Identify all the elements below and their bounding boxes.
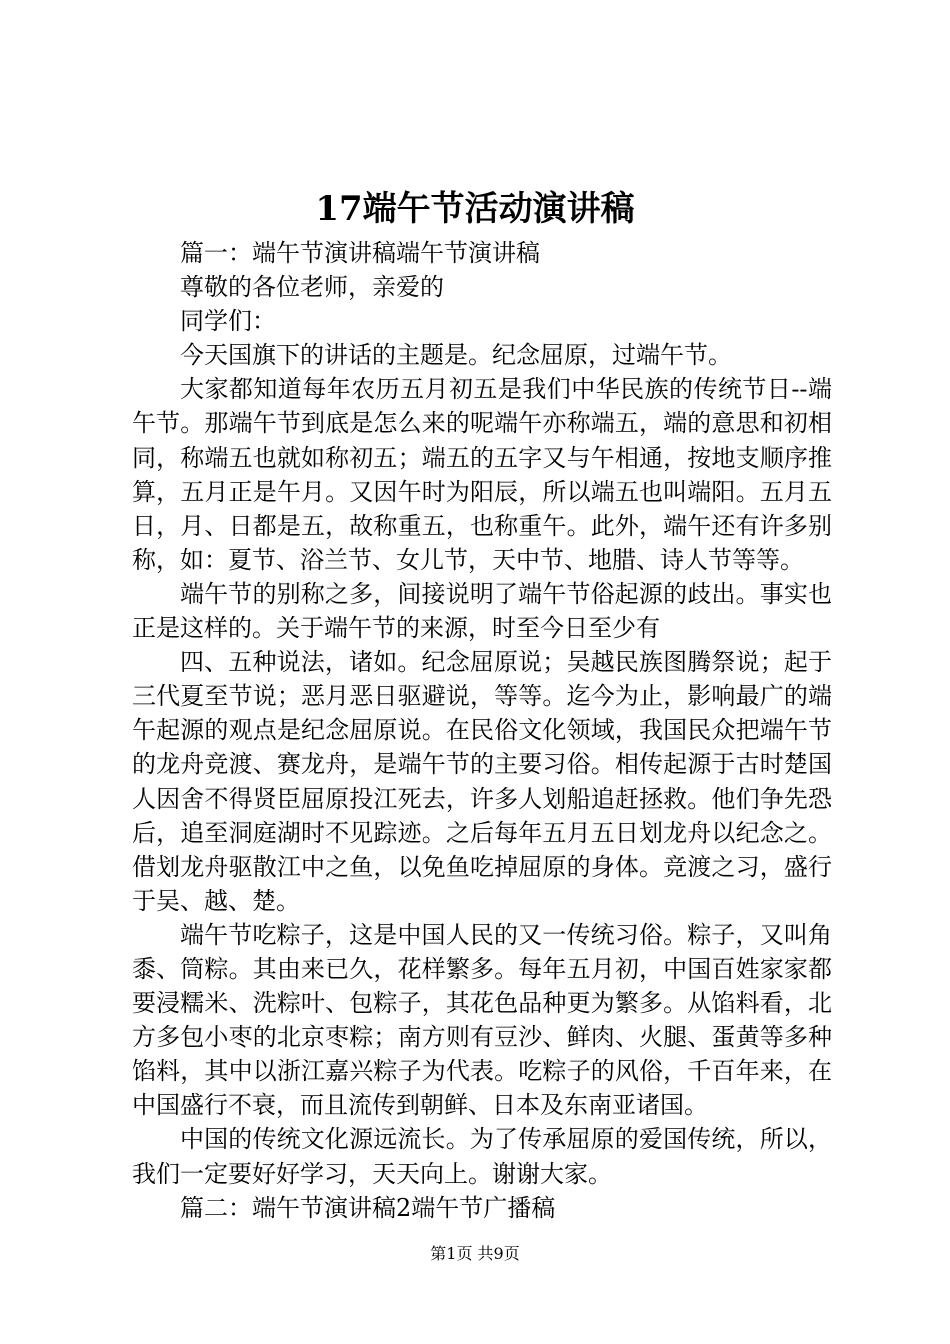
paragraph: 尊敬的各位老师，亲爱的 <box>180 273 444 302</box>
paragraph: 四、五种说法，诸如。纪念屈原说；吴越民族图腾祭说；起于三代夏至节说；恶月恶日驱避说，等等。迄今为止，影响最广的端午起源的观点是纪念屈原说。在民俗文化领域，我国民众把端午节的龙舟竞渡、赛龙舟，是端午节的主要习俗。相传起源于古时楚国人因舍不得贤臣屈原投江死去，许多人划船追赶拯救。他们争先恐后，追至洞庭湖时不见踪迹。之后每年五月五日划龙舟以纪念之。借划龙舟驱散江中之鱼，以免鱼吃掉屈原的身体。竞渡之习，盛行于吴、越、楚。 <box>132 648 832 915</box>
paragraph: 同学们： <box>180 307 276 336</box>
paragraph: 篇二：端午节演讲稿2端午节广播稿 <box>180 1193 556 1222</box>
paragraph: 端午节的别称之多，间接说明了端午节俗起源的歧出。事实也正是这样的。关于端午节的来源，时至今日至少有 <box>132 579 832 643</box>
page-footer: 第1页 共9页 <box>430 1244 520 1263</box>
document-title: 17端午节活动演讲稿 <box>315 189 635 229</box>
document-body <box>132 236 832 1225</box>
paragraph: 今天国旗下的讲话的主题是。纪念屈原，过端午节。 <box>180 341 732 370</box>
paragraph: 端午节吃粽子，这是中国人民的又一传统习俗。粽子，又叫角黍、筒粽。其由来已久，花样繁多。每年五月初，中国百姓家家都要浸糯米、洗粽叶、包粽子，其花色品种更为繁多。从馅料看，北方多包小枣的北京枣粽；南方则有豆沙、鲜肉、火腿、蛋黄等多种馅料，其中以浙江嘉兴粽子为代表。吃粽子的风俗，千百年来，在中国盛行不衰，而且流传到朝鲜、日本及东南亚诸国。 <box>132 920 832 1120</box>
paragraph: 大家都知道每年农历五月初五是我们中华民族的传统节日--端午节。那端午节到底是怎么来的呢端午亦称端五，端的意思和初相同，称端五也就如称初五；端五的五字又与午相通，按地支顺序推算，五月正是午月。又因午时为阳辰，所以端五也叫端阳。五月五日，月、日都是五，故称重五，也称重午。此外，端午还有许多别称，如：夏节、浴兰节、女儿节，天中节、地腊、诗人节等等。 <box>132 375 832 574</box>
paragraph: 篇一：端午节演讲稿端午节演讲稿 <box>180 239 540 267</box>
paragraph: 中国的传统文化源远流长。为了传承屈原的爱国传统，所以，我们一定要好好学习，天天向上。谢谢大家。 <box>132 1125 832 1188</box>
